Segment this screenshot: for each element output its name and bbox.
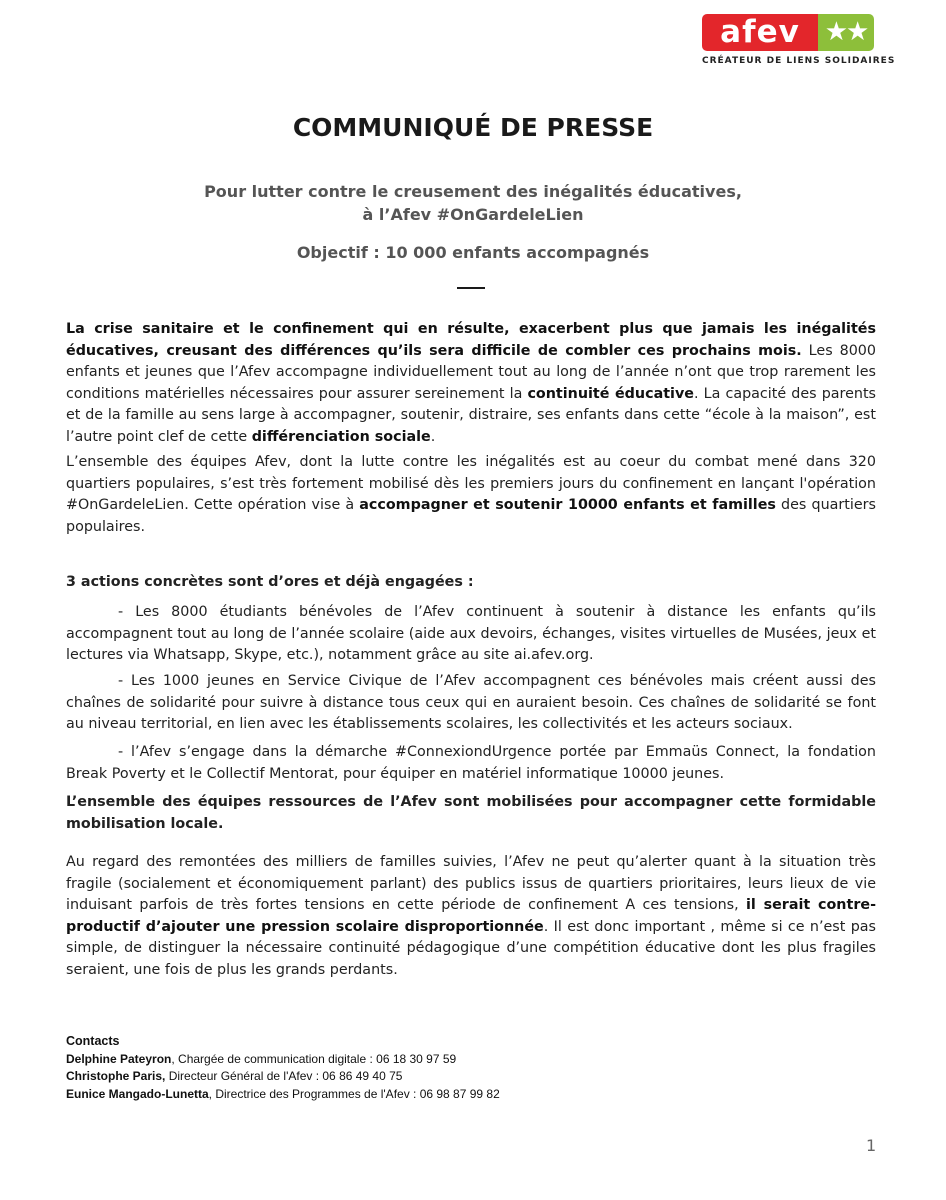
contact-role: , Chargée de communication digitale : 06 18 30 97 59 xyxy=(171,1051,457,1066)
intro-bold-1: La crise sanitaire et le confinement qui en résulte, exacerbent plus que jamais les inégalités éducatives, creusant des différences qu’ils sera difficile de combler ces prochains mois. xyxy=(66,321,876,359)
operation-bold-1: accompagner et soutenir 10000 enfants et familles xyxy=(359,497,776,514)
actions-heading: 3 actions concrètes sont d’ores et déjà engagées : xyxy=(66,574,474,590)
contact-role: , Directrice des Programmes de l'Afev : 06 98 87 99 82 xyxy=(208,1086,500,1101)
intro-bold-3: différenciation sociale xyxy=(251,428,431,445)
contact-line xyxy=(66,1086,500,1104)
paragraph-alert xyxy=(66,852,876,982)
paragraph-operation xyxy=(66,452,876,538)
contact-name: Delphine Pateyron xyxy=(66,1051,172,1066)
alert-text-2: . Il est donc important , même si ce n’est pas simple, de distinguer la nécessaire continuité pédagogique d’une compétition éducative dont les plus fragiles seraient, une fois de plus les grands perdants. xyxy=(66,918,876,978)
alert-bold-1: il serait contre-productif d’ajouter une pression scolaire disproportionnée xyxy=(66,897,876,935)
action-item-3: - l’Afev s’engage dans la démarche #ConnexiondUrgence portée par Emmaüs Connect, la fondation Break Poverty et le Collectif Mentorat, pour équiper en matériel informatique 10000 jeunes. xyxy=(66,744,876,782)
afev-logo xyxy=(702,14,896,70)
contacts-block xyxy=(66,1033,500,1103)
subtitle-line-1: Pour lutter contre le creusement des inégalités éducatives, xyxy=(204,182,742,201)
action-item-1: - Les 8000 étudiants bénévoles de l’Afev continuent à soutenir à distance les enfants qu’ils accompagnent tout au long de l’année scolaire (aide aux devoirs, échanges, visites virtuelles de Musées, jeux et lectures via Whatsapp, Skype, etc.), notamment grâce au site ai.afev.org. xyxy=(66,604,876,664)
subtitle-line-2: à l’Afev #OnGardeleLien xyxy=(362,205,584,224)
divider xyxy=(457,287,485,289)
logo-stars-icon: ★★ xyxy=(824,17,868,47)
page-number: 1 xyxy=(866,1136,877,1155)
logo-wordmark: afev xyxy=(720,14,800,50)
operation-text-1: L’ensemble des équipes Afev, dont la lutte contre les inégalités est au coeur du combat mené dans 320 quartiers populaires, s’est très fortement mobilisé dès les premiers jours du confinement en lançant l'opération #OnGardeleLien. Cette opération vise à xyxy=(66,454,876,514)
contact-line xyxy=(66,1051,500,1069)
contact-name: Eunice Mangado-Lunetta xyxy=(66,1086,209,1101)
subtitle xyxy=(0,180,946,226)
contact-name: Christophe Paris, xyxy=(66,1069,166,1083)
operation-text-2: des quartiers populaires. xyxy=(66,497,876,535)
alert-text-1: Au regard des remontées des milliers de familles suivies, l’Afev ne peut qu’alerter quant à la situation très fragile (socialement et économiquement parlant) des publics issus de quartiers prioritaires, leurs lieux de vie induisant parfois de très fortes tensions en cette période de confinement A ces tensions, xyxy=(66,854,876,914)
intro-bold-2: continuité éducative xyxy=(527,385,694,402)
contacts-heading: Contacts xyxy=(66,1034,120,1048)
intro-text-2: . La capacité des parents et de la famille au sens large à accompagner, soutenir, distraire, ses enfants dans cette “école à la maison”, est l’autre point clef de cette xyxy=(66,385,877,445)
paragraph-intro xyxy=(66,319,876,449)
action-item-2: - Les 1000 jeunes en Service Civique de l’Afev accompagnent ces bénévoles mais créent aussi des chaînes de solidarité pour suivre à distance tous ceux qui en auraient besoin. Ces chaînes de solidarité se font au niveau territorial, en lien avec les établissements scolaires, les collectivités et les acteurs sociaux. xyxy=(66,673,876,733)
objective: Objectif : 10 000 enfants accompagnés xyxy=(296,243,650,262)
contact-role: Directeur Général de l'Afev : 06 86 49 40 75 xyxy=(165,1069,403,1083)
contact-line xyxy=(66,1068,500,1086)
intro-text-3: . xyxy=(430,428,436,445)
page-title: COMMUNIQUÉ DE PRESSE xyxy=(292,113,654,142)
logo-tagline: CRÉATEUR DE LIENS SOLIDAIRES xyxy=(702,56,896,66)
paragraph-mobilisation: L’ensemble des équipes ressources de l’Afev sont mobilisées pour accompagner cette formidable mobilisation locale. xyxy=(66,794,876,832)
intro-text-1: Les 8000 enfants et jeunes que l’Afev accompagne individuellement tout au long de l’année n’ont que trop rarement les conditions matérielles nécessaires pour assurer sereinement la xyxy=(66,342,876,402)
